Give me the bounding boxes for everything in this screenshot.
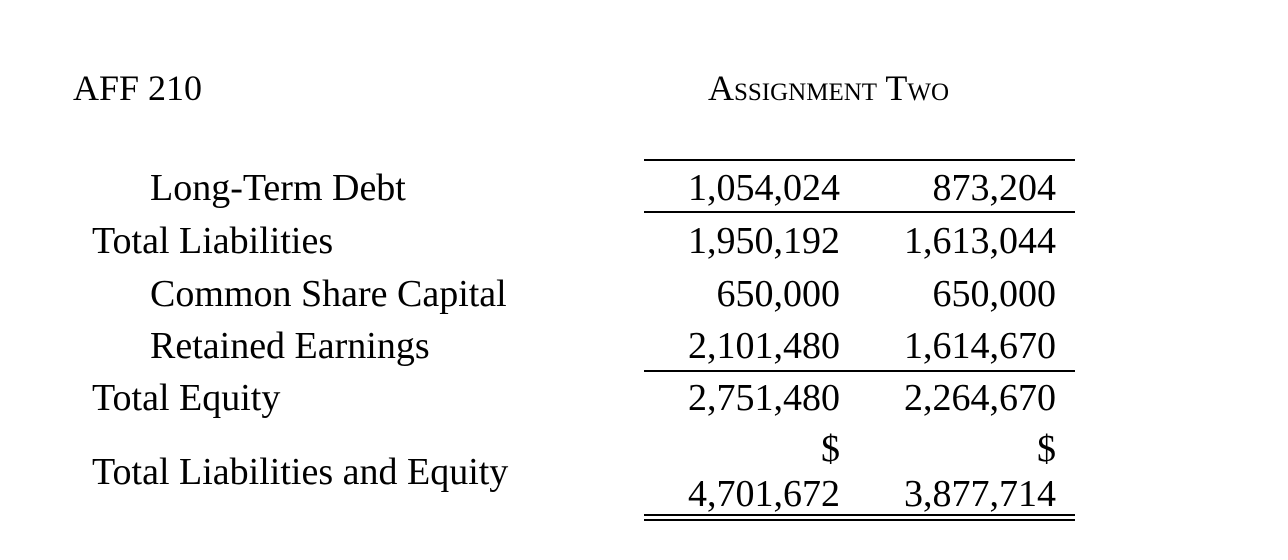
value-current: 2,101,480 bbox=[688, 325, 840, 367]
row-label-retained-earnings: Retained Earnings bbox=[150, 325, 430, 367]
retained-earnings-underline bbox=[644, 370, 1075, 372]
value-prior: 3,877,714 bbox=[904, 473, 1056, 515]
value-prior: 650,000 bbox=[932, 273, 1056, 315]
value-prior: 1,613,044 bbox=[904, 220, 1056, 262]
row-label-total-liabilities: Total Liabilities bbox=[92, 220, 334, 262]
row-label-common-share-capital: Common Share Capital bbox=[150, 273, 507, 315]
row-label-total-liabilities-and-equity: Total Liabilities and Equity bbox=[92, 451, 509, 493]
long-term-debt-underline bbox=[644, 211, 1075, 213]
value-prior: 873,204 bbox=[932, 167, 1056, 209]
value-current: 2,751,480 bbox=[688, 377, 840, 419]
top-rule bbox=[644, 159, 1075, 161]
double-rule-bottom bbox=[644, 519, 1075, 521]
value-current: 4,701,672 bbox=[688, 473, 840, 515]
value-current: 1,950,192 bbox=[688, 220, 840, 262]
currency-symbol-current: $ bbox=[821, 428, 840, 470]
assignment-title: Assignment Two bbox=[708, 68, 950, 108]
currency-symbol-prior: $ bbox=[1037, 428, 1056, 470]
value-current: 650,000 bbox=[716, 273, 840, 315]
row-label-long-term-debt: Long-Term Debt bbox=[150, 167, 406, 209]
value-prior: 1,614,670 bbox=[904, 325, 1056, 367]
value-current: 1,054,024 bbox=[688, 167, 840, 209]
value-prior: 2,264,670 bbox=[904, 377, 1056, 419]
course-code: AFF 210 bbox=[73, 68, 203, 108]
row-label-total-equity: Total Equity bbox=[92, 377, 281, 419]
